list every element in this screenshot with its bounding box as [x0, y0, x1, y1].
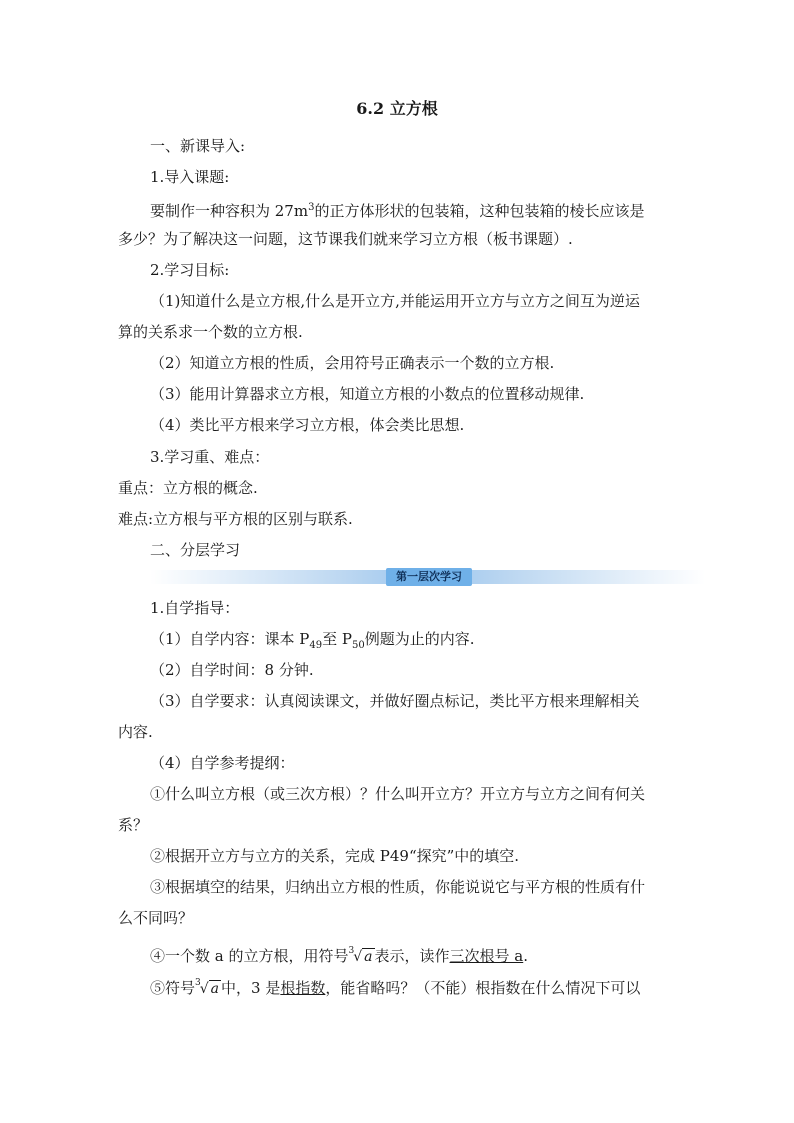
outline-item-5: ⑤符号$^3$√ a 中，3 是根指数，能省略吗？（不能）根指数在什么情况下可以	[150, 972, 640, 1000]
guide-item-3: （3）自学要求：认真阅读课文，并做好圈点标记，类比平方根来理解相关	[150, 692, 640, 710]
guide-item-3-cont: 内容.	[118, 723, 153, 741]
page-title: 6.2 立方根	[356, 99, 438, 118]
goal-item-3: （3）能用计算器求立方根，知道立方根的小数点的位置移动规律.	[150, 385, 585, 403]
guide-item-4: （4）自学参考提纲：	[150, 754, 295, 772]
goal-item-1: （1)知道什么是立方根,什么是开立方,并能运用开立方与立方之间互为逆运	[150, 292, 640, 310]
outline-item-2: ②根据开立方与立方的关系，完成 P49“探究”中的填空.	[150, 847, 520, 865]
difficulty-line: 难点:立方根与平方根的区别与联系.	[118, 510, 353, 528]
subheading-keypoints: 3.学习重、难点：	[150, 448, 270, 466]
goal-item-2: （2）知道立方根的性质，会用符号正确表示一个数的立方根.	[150, 354, 555, 372]
subheading-goals: 2.学习目标:	[150, 261, 230, 279]
section-heading-layered: 二、分层学习	[150, 541, 241, 559]
outline-item-3-cont: 么不同吗？	[118, 909, 194, 927]
goal-item-4: （4）类比平方根来学习立方根，体会类比思想.	[150, 416, 465, 434]
level-banner	[150, 570, 705, 584]
guide-item-2: （2）自学时间：8 分钟.	[150, 661, 314, 679]
subheading-guide: 1.自学指导：	[150, 599, 240, 617]
cube-root-symbol: $^3$√ a	[195, 978, 220, 997]
guide-item-1: （1）自学内容：课本 $P_{49}$至 $P_{50}$例题为止的内容.	[150, 630, 475, 651]
subheading-topic: 1.导入课题:	[150, 168, 230, 186]
cube-root-symbol: $^3$√ a	[348, 946, 373, 965]
outline-item-1: ①什么叫立方根（或三次方根）？什么叫开立方？开立方与立方之间有何关	[150, 785, 646, 803]
keypoint-line: 重点：立方根的概念.	[118, 479, 258, 497]
outline-item-3: ③根据填空的结果，归纳出立方根的性质，你能说说它与平方根的性质有什	[150, 878, 646, 896]
outline-item-1-cont: 系？	[118, 816, 149, 834]
goal-item-1-cont: 算的关系求一个数的立方根.	[118, 323, 303, 341]
outline-item-4: ④一个数 a 的立方根，用符号$^3$√ a 表示，读作三次根号 a.	[150, 940, 528, 968]
paragraph-line: 多少？为了解决这一问题，这节课我们就来学习立方根（板书课题）.	[118, 230, 573, 248]
section-heading-intro: 一、新课导入:	[150, 137, 246, 155]
level-banner-label: 第一层次学习	[386, 568, 472, 586]
paragraph-line: 要制作一种容积为 $27m^3$的正方体形状的包装箱，这种包装箱的棱长应该是	[150, 202, 645, 220]
